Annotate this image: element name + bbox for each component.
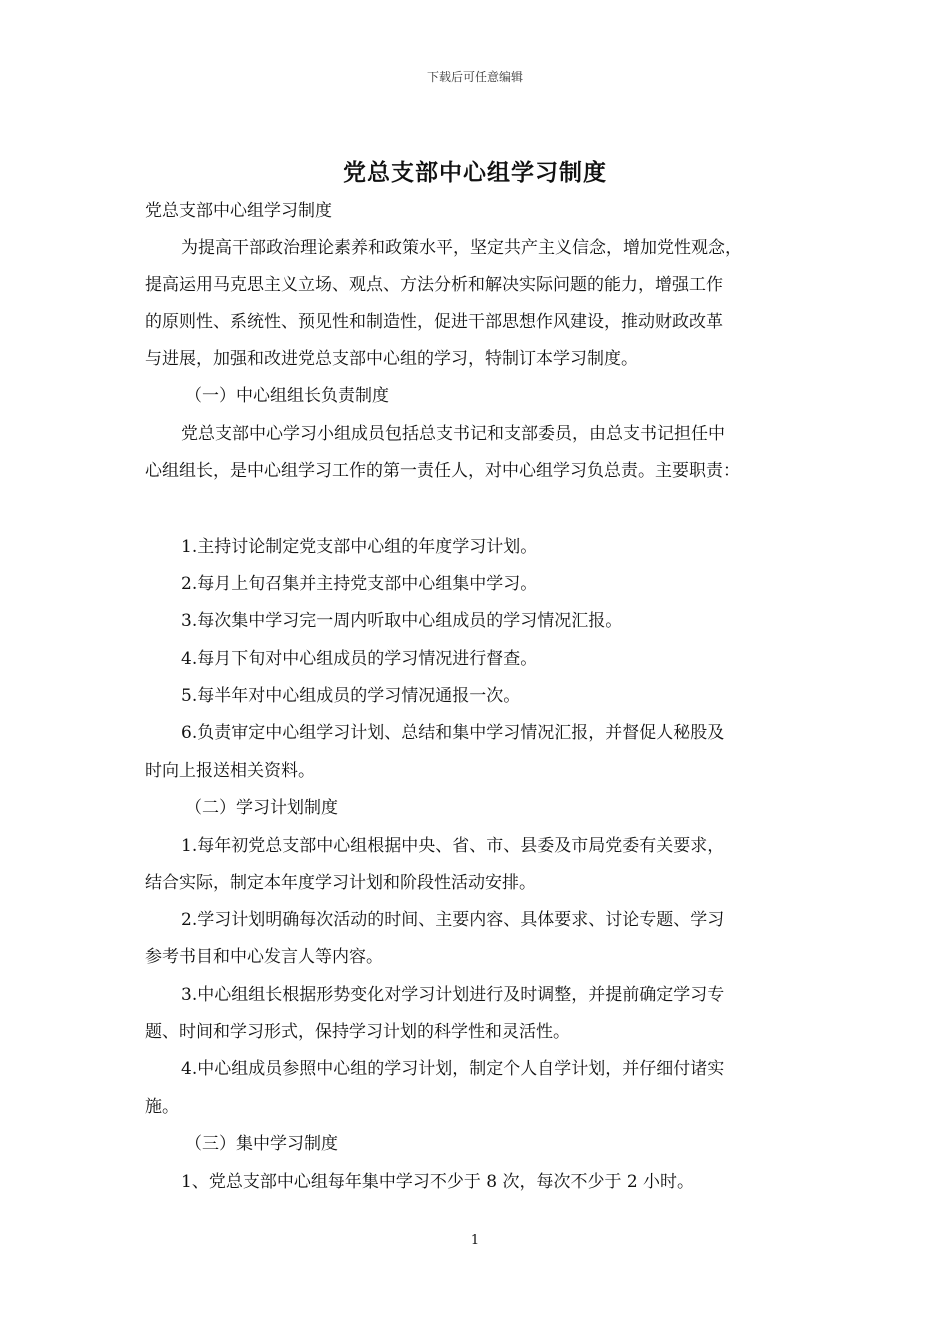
paragraph-line: 3.中心组组长根据形势变化对学习计划进行及时调整，并提前确定学习专 [181,985,725,1005]
section-heading: （一）中心组组长负责制度 [185,386,389,406]
intro-line: 提高运用马克思主义立场、观点、方法分析和解决实际问题的能力，增强工作 [145,275,723,295]
paragraph-line: 结合实际，制定本年度学习计划和阶段性活动安排。 [145,873,536,893]
page-number: 1 [470,1233,480,1248]
list-item: 1.主持讨论制定党支部中心组的年度学习计划。 [181,537,538,557]
list-item: 6.负责审定中心组学习计划、总结和集中学习情况汇报，并督促人秘股及 [181,723,725,743]
paragraph-line: 1.每年初党总支部中心组根据中央、省、市、县委及市局党委有关要求， [181,836,725,856]
paragraph-line: 参考书目和中心发言人等内容。 [145,947,383,967]
paragraph-line: 题、时间和学习形式，保持学习计划的科学性和灵活性。 [145,1022,570,1042]
intro-line: 与进展，加强和改进党总支部中心组的学习，特制订本学习制度。 [145,349,638,369]
list-item: 5.每半年对中心组成员的学习情况通报一次。 [181,686,521,706]
paragraph-line: 党总支部中心学习小组成员包括总支书记和支部委员，由总支书记担任中 [181,424,725,444]
section-heading: （三）集中学习制度 [185,1134,338,1154]
paragraph-line: 4.中心组成员参照中心组的学习计划，制定个人自学计划，并仔细付诸实 [181,1059,725,1079]
list-item: 时向上报送相关资料。 [145,761,315,781]
list-item: 4.每月下旬对中心组成员的学习情况进行督查。 [181,649,538,669]
paragraph-line: 2.学习计划明确每次活动的时间、主要内容、具体要求、讨论专题、学习 [181,910,725,930]
section-heading: （二）学习计划制度 [185,798,338,818]
document-title: 党总支部中心组学习制度 [343,159,607,186]
paragraph-line: 施。 [145,1097,179,1117]
document-subtitle: 党总支部中心组学习制度 [145,201,332,221]
paragraph-line: 心组组长，是中心组学习工作的第一责任人，对中心组学习负总责。主要职责： [145,461,740,481]
page-header-note: 下载后可任意编辑 [426,70,523,84]
paragraph-line: 1、党总支部中心组每年集中学习不少于 8 次，每次不少于 2 小时。 [181,1172,695,1192]
list-item: 3.每次集中学习完一周内听取中心组成员的学习情况汇报。 [181,611,623,631]
list-item: 2.每月上旬召集并主持党支部中心组集中学习。 [181,574,538,594]
intro-line: 的原则性、系统性、预见性和制造性，促进干部思想作风建设，推动财政改革 [145,312,723,332]
intro-line: 为提高干部政治理论素养和政策水平，坚定共产主义信念，增加党性观念， [181,238,742,258]
